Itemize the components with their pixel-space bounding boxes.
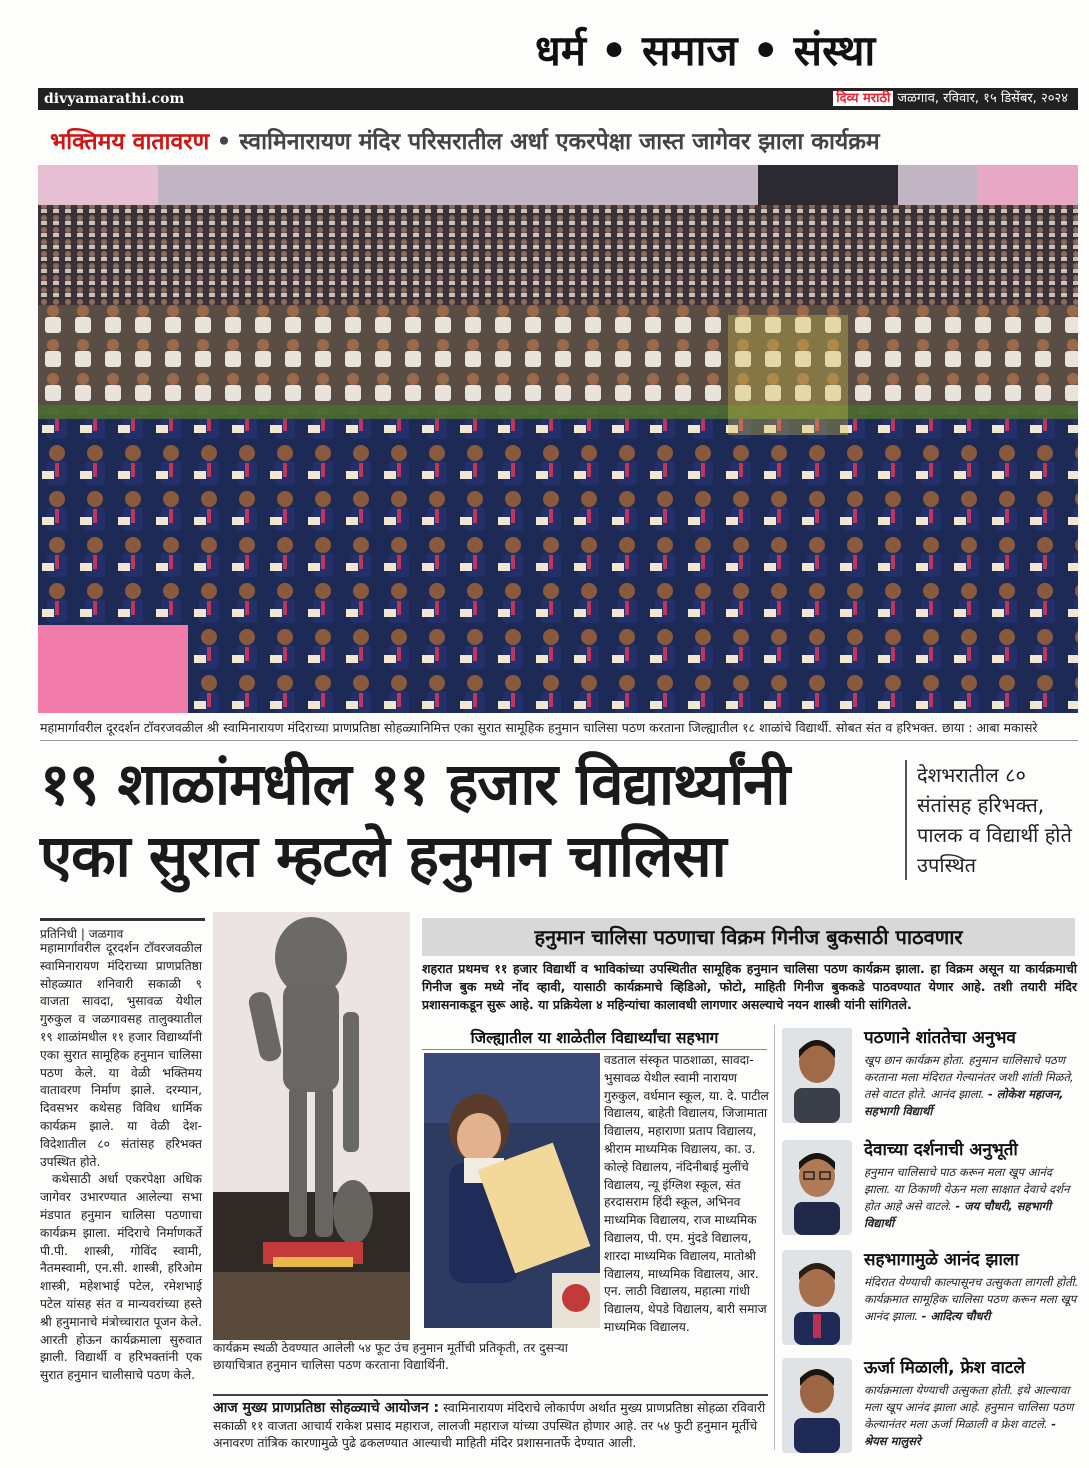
headline-line-2: एका सुरात म्हटले हनुमान चालिसा	[40, 822, 726, 890]
quote-author: - आदित्य चौधरी	[921, 1309, 991, 1323]
side-deck: देशभरातील ८० संतांसह हरिभक्त, पालक व विद्यार्थी होते उपस्थित	[905, 760, 1080, 880]
quote-heading: ऊर्जा मिळाली, फ्रेश वाटले	[864, 1358, 1026, 1378]
headline-line-1: १९ शाळांमधील ११ हजार विद्यार्थ्यांनी	[40, 750, 790, 818]
student-reading-photo	[424, 1053, 600, 1328]
quote-1	[782, 1028, 1082, 1146]
quote-heading: सहभागामुळे आनंद झाला	[864, 1250, 1019, 1270]
avatar	[782, 1028, 852, 1123]
quote-body: कार्यक्रमाला येण्याची उत्सुकता होती. इथे आल्यावा मला खूप आनंद झाला आहे. हनुमान चालिसा पठण केल्यानंतर मला ऊर्जा मिळाली व फ्रेश वाटले.	[864, 1383, 1074, 1431]
quote-heading: पठणाने शांततेचा अनुभव	[864, 1028, 1016, 1048]
statue-illustration	[213, 912, 410, 1340]
kicker-label: भक्तिमय वातावरण	[50, 129, 210, 155]
body-paragraph: महामार्गावरील दूरदर्शन टॉवरजवळील स्वामिनारायण मंदिराच्या प्राणप्रतिष्ठा सोहळ्यात शनिवारी सकाळी ९ वाजता सावदा, भुसावळ येथील गुरुकुल व जळगावसह तालुक्यातील १९ शाळांमधील ११ हजार विद्यार्थ्यांनी एका सुरात सामूहिक हनुमान चालिसा पठण केले. या वेळी भक्तिमय वातावरण निर्माण झाले. दरम्यान, दिवसभर कथेसह विविध धार्मिक कार्यक्रम झाले. या वेळी देश-विदेशातील ८० संतांसह हरिभक्त उपस्थित होते.	[40, 941, 202, 1169]
bottom-note	[213, 1394, 768, 1451]
quote-heading: देवाच्या दर्शनाची अनुभूती	[864, 1140, 1018, 1160]
quote-text	[864, 1164, 1079, 1232]
quote-text	[864, 1274, 1079, 1325]
body-paragraph: कथेसाठी अर्धा एकरपेक्षा अधिक जागेवर उभारण्यात आलेल्या सभा मंडपात हनुमान चालिसा पठणाचा कार्यक्रम झाला. मंदिराचे निर्माणकर्ते पी.पी. शास्त्री, गोविंद स्वामी, नैतमस्वामी, एन.सी. शास्त्री, हरिओम शास्त्री, महेशभाई पटेल, रमेशभाई पटेल यांसह संत व मान्यवरांच्या हस्ते श्री हनुमानाचे मंत्रोच्चारात पूजन केले. आरती होऊन कार्यक्रमाला सुरुवात झाली. विद्यार्थी व हरिभक्तांनी एक सुरात हनुमान चालीसाचे पठण केले.	[40, 1172, 202, 1383]
avatar	[782, 1140, 852, 1235]
quote-body: मंदिरात येण्याची काल्पासूनच उत्सुकता लागली होती. कार्यक्रमात सामूहिक चालिसा पठण करून मला खूप आनंद झाला.	[864, 1275, 1079, 1323]
quote-3	[782, 1250, 1082, 1368]
headline	[40, 748, 900, 892]
avatar	[782, 1250, 852, 1345]
section-title: धर्म • समाज • संस्था	[535, 26, 876, 75]
avatar	[782, 1358, 852, 1453]
quote-body: हनुमान चालिसाचे पाठ करून मला खूप आनंद झाला. या ठिकाणी येऊन मला साक्षात देवाचे दर्शन होत आहे असे वाटले.	[864, 1165, 1070, 1213]
quote-author: - जय चौधरी, सहभागी विद्यार्थी	[864, 1199, 1052, 1230]
schools-list: वडताल संस्कृत पाठशाळा, सावदा- भुसावळ येथील स्वामी नारायण गुरुकुल, वर्धमान स्कूल, या. दे. पाटील विद्यालय, बाहेती विद्यालय, जिजामाता विद्यालय, महाराणा प्रताप विद्यालय, श्रीराम माध्यमिक विद्यालय, का. उ. कोल्हे विद्यालय, नंदिनीबाई मुलींचे विद्यालय, न्यू इंग्लिश स्कूल, संत हरदासराम हिंदी स्कूल, अभिनव माध्यमिक विद्यालय, राज माध्यमिक विद्यालय, पी. एम. मुंदडे विद्यालय, शारदा माध्यमिक विद्यालय, मातोश्री विद्यालय, माध्यमिक विद्यालय, आर. एन. लाठी विद्यालय, महात्मा गांधी विद्यालय, थेपडे विद्यालय, बारी समाज माध्यमिक विद्यालय.	[604, 1053, 769, 1334]
statue-caption: कार्यक्रम स्थळी ठेवण्यात आलेली ५४ फूट उंच हनुमान मूर्तीची प्रतिकृती, तर दुसऱ्या छायाचित्रात हनुमान चालिसा पठण करताना विद्यार्थिनी.	[213, 1341, 568, 1372]
dateline-text: जळगाव, रविवार, १५ डिसेंबर, २०२४	[897, 91, 1068, 106]
main-photo-crowd	[38, 165, 1078, 713]
girl-illustration	[424, 1053, 600, 1328]
quote-text	[864, 1052, 1079, 1120]
bottom-note-title: आज मुख्य प्राणप्रतिष्ठा सोहळ्याचे आयोजन :	[213, 1400, 440, 1416]
schools-title: जिल्ह्यातील या शाळेतील विद्यार्थ्यांचा सहभाग	[422, 1026, 767, 1050]
byline: प्रतिनिधी | जळगाव	[40, 918, 205, 942]
bottom-note-text: स्वामिनारायण मंदिराचे लोकार्पण अर्थात मुख्य प्राणप्रतिष्ठा सोहळा रविवारी सकाळी ११ वाजता आचार्य राकेश प्रसाद महाराज, लालजी महाराज यांच्या उपस्थित होणार आहे. तर ५४ फुटी हनुमान मूर्तीचे अनावरण तांत्रिक कारणामुळे पुढे ढकलण्यात आल्याची माहिती मंदिर प्रशासनातर्फे देण्यात आली.	[213, 1400, 766, 1450]
kicker	[50, 122, 1080, 162]
paper-logo: दिव्य मराठी	[833, 91, 893, 106]
quote-author: - लोकेश महाजन, सहभागी विद्यार्थी	[864, 1087, 1064, 1118]
crowd-illustration	[38, 165, 1078, 713]
divider	[40, 740, 1078, 741]
intro-paragraph: शहरात प्रथमच ११ हजार विद्यार्थी व भाविकांच्या उपस्थितीत सामूहिक हनुमान चालिसा पठण कार्यक्रम झाला. हा विक्रम असून या कार्यक्रमाची गिनीज बुक मध्ये नोंद व्हावी, यासाठी कार्यक्रमाचे व्हिडिओ, फोटो, माहिती गिनीज बुककडे पाठवण्यात येणार आहे. तशी तयारी मंदिर प्रशासनाकडून सुरू आहे. या प्रक्रियेला ४ महिन्यांचा कालावधी लागणार असल्याचे नयन शास्त्री यांनी सांगितले.	[422, 961, 1077, 1012]
page-topbar	[38, 88, 1078, 110]
quote-body: खूप छान कार्यक्रम होता. हनुमान चालिसाचे पठण करताना मला मंदिरात गेल्यानंतर जशी शांती मिळते, तसे वाटत होते. आनंद झाला.	[864, 1053, 1074, 1101]
quote-author: - श्रेयस मालुसरे	[864, 1417, 1056, 1448]
kicker-text: • स्वामिनारायण मंदिर परिसरातील अर्धा एकरपेक्षा जास्त जागेवर झाला कार्यक्रम	[216, 129, 880, 155]
main-photo-caption: महामार्गावरील दूरदर्शन टॉवरजवळील श्री स्वामिनारायण मंदिराच्या प्राणप्रतिष्ठा सोहळ्यानिमित्त एका सुरात सामूहिक हनुमान चालिसा पठण करताना जिल्ह्यातील १८ शाळांचे विद्यार्थी. सोबत संत व हरिभक्त. छाया : आबा मकासरे	[40, 720, 1038, 735]
dateline	[833, 89, 1068, 109]
subhead-box: हनुमान चालिसा पठणाचा विक्रम गिनीज बुकसाठी पाठवणार	[422, 918, 1075, 956]
body-left-column	[40, 940, 202, 1385]
site-url[interactable]: divyamarathi.com	[44, 91, 185, 107]
hanuman-statue-photo	[213, 912, 410, 1340]
quote-text	[864, 1382, 1079, 1450]
quote-2	[782, 1140, 1082, 1258]
quote-4	[782, 1358, 1082, 1468]
column-divider	[774, 1025, 775, 1450]
